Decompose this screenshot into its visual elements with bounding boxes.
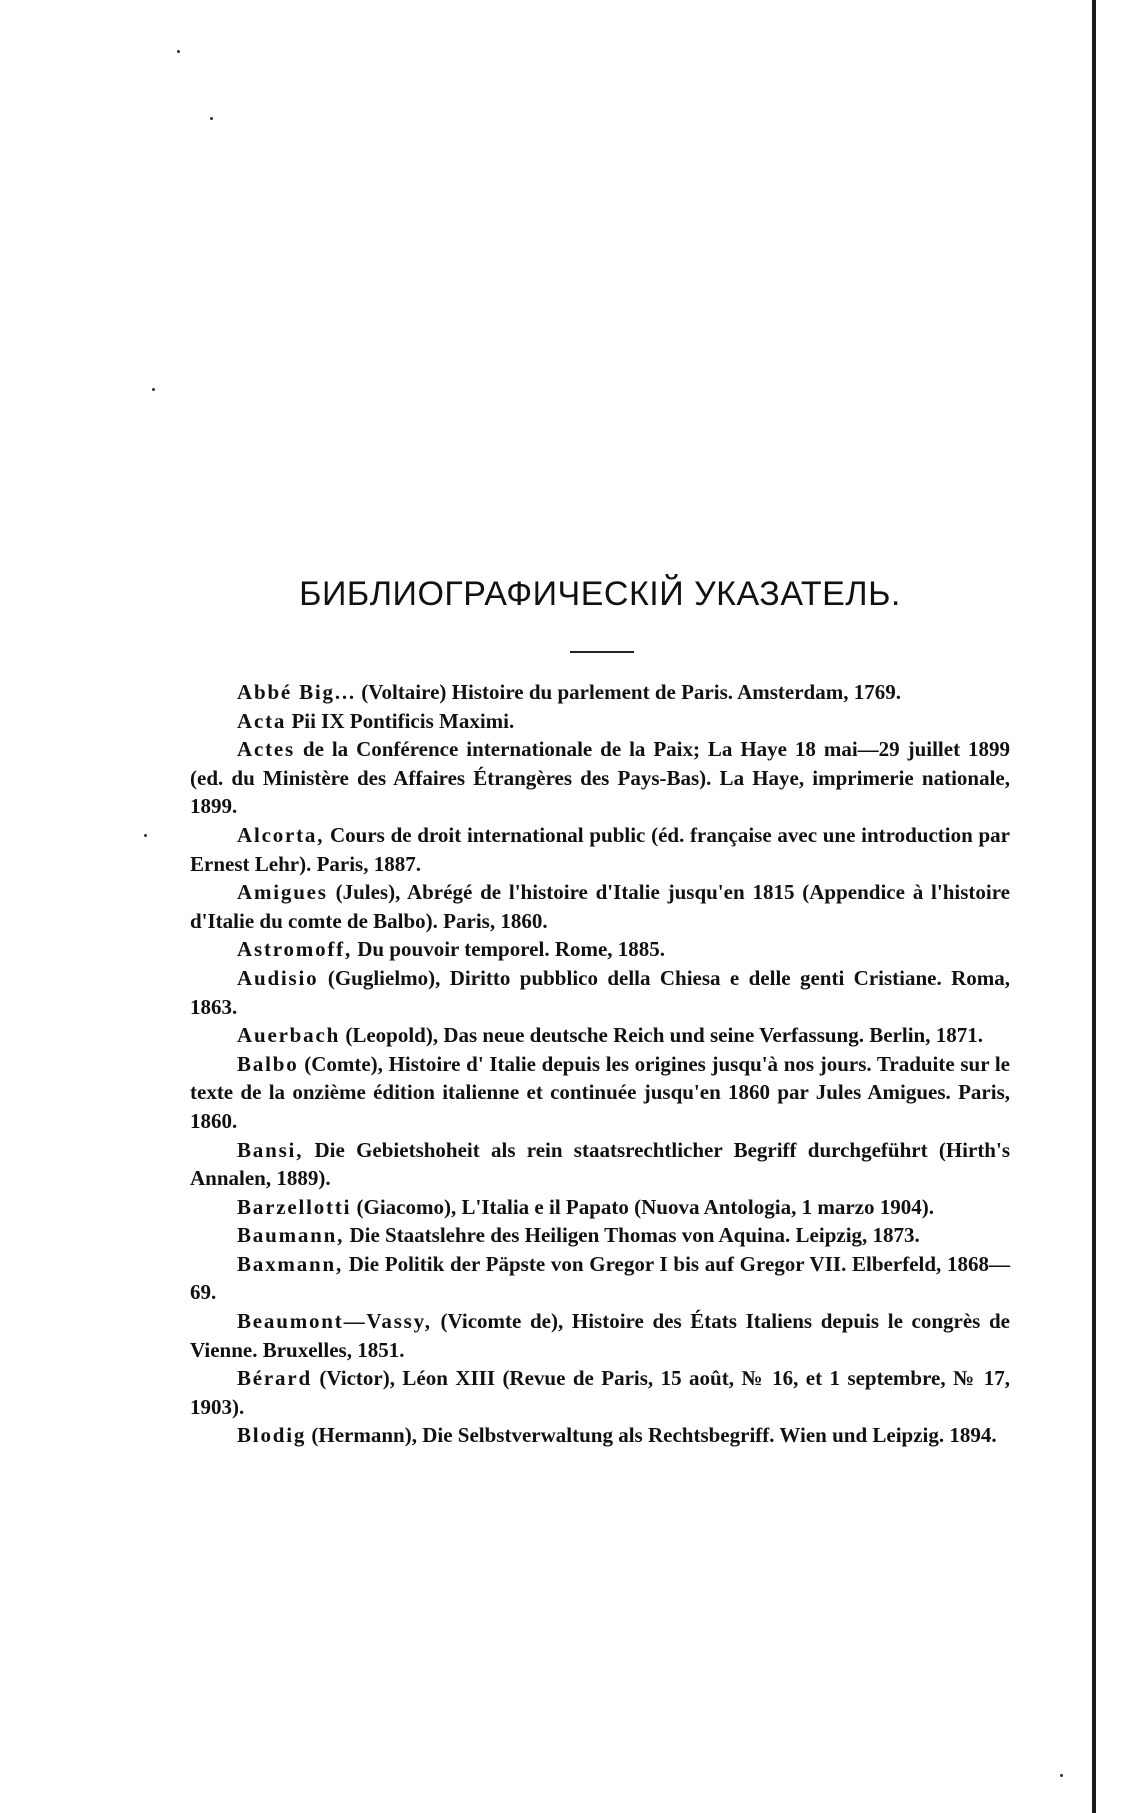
bibliography-entry	[190, 735, 1010, 821]
entry-author: Baumann,	[237, 1223, 345, 1248]
bibliography-entry	[190, 1250, 1010, 1307]
entry-text: (Jules), Abrégé de l'histoire d'Italie jusqu'en 1815 (Appendice à l'histoire d'Italie du comte de Balbo). Paris, 1860.	[190, 880, 1010, 933]
bibliography-entry	[190, 964, 1010, 1021]
entry-text: Die Gebietshoheit als rein staatsrechtlicher Begriff durchgeführt (Hirth's Annalen, 1889).	[190, 1137, 1010, 1191]
scan-speck	[152, 388, 155, 391]
bibliography-entry	[190, 1136, 1010, 1193]
entry-author: Balbo	[237, 1051, 299, 1076]
entry-author: Bérard	[237, 1366, 312, 1391]
scan-speck	[1060, 1774, 1063, 1777]
scan-speck	[144, 834, 147, 837]
bibliography-entry	[190, 878, 1010, 935]
entry-text: (Comte), Histoire d' Italie depuis les origines jusqu'à nos jours. Traduite sur le texte de la onzième édition italienne et continuée jusqu'en 1860 par Jules Amigues. Paris, 1860.	[190, 1051, 1010, 1133]
bibliography-entry	[190, 678, 1010, 707]
bibliography-entry	[190, 1307, 1010, 1364]
entry-author: Bansi,	[237, 1137, 304, 1162]
scan-speck	[177, 50, 180, 53]
entry-text: Cours de droit international public (éd. française avec une introduction par Ernest Lehr). Paris, 1887.	[190, 822, 1010, 876]
entry-text: (Voltaire) Histoire du parlement de Paris. Amsterdam, 1769.	[356, 680, 901, 704]
entry-author: Auerbach	[237, 1023, 341, 1048]
entry-text: (Vicomte de), Histoire des États Italiens depuis le congrès de Vienne. Bruxelles, 1851.	[190, 1309, 1010, 1362]
entry-text: (Giacomo), L'Italia e il Papato (Nuova Antologia, 1 marzo 1904).	[351, 1194, 934, 1219]
bibliography-entry	[190, 707, 1010, 736]
page-title: БИБЛИОГРАФИЧЕСКIЙ УКАЗАТЕЛЬ.	[299, 575, 901, 613]
entry-author: Acta	[237, 708, 287, 733]
bibliography-entry	[190, 821, 1010, 878]
entry-text: (Leopold), Das neue deutsche Reich und seine Verfassung. Berlin, 1871.	[340, 1023, 983, 1048]
title-divider	[570, 651, 634, 653]
entry-text: Pii IX Pontificis Maximi.	[286, 708, 515, 733]
bibliography-list	[190, 678, 1010, 1450]
bibliography-entry	[190, 935, 1010, 964]
entry-text: Die Staatslehre des Heiligen Thomas von Aquina. Leipzig, 1873.	[344, 1223, 920, 1248]
entry-text: (Victor), Léon XIII (Revue de Paris, 15 août, № 16, et 1 septembre, № 17, 1903).	[190, 1366, 1010, 1419]
entry-text: de la Conférence internationale de la Paix; La Haye 18 mai—29 juillet 1899 (ed. du Ministère des Affaires Étrangères des Pays-Bas). La Haye, imprimerie nationale, 1899.	[190, 737, 1010, 819]
bibliography-entry	[190, 1193, 1010, 1222]
bibliography-entry	[190, 1364, 1010, 1421]
entry-author: Blodig	[237, 1423, 307, 1448]
entry-text: (Hermann), Die Selbstverwaltung als Rechtsbegriff. Wien und Leipzig. 1894.	[306, 1423, 997, 1448]
bibliography-entry	[190, 1021, 1010, 1050]
scan-speck	[210, 117, 213, 120]
bibliography-entry	[190, 1221, 1010, 1250]
entry-author: Actes	[237, 737, 295, 762]
entry-text: Du pouvoir temporel. Rome, 1885.	[352, 937, 666, 962]
entry-text: (Guglielmo), Diritto pubblico della Chiesa e delle genti Cristiane. Roma, 1863.	[190, 965, 1010, 1019]
entry-text: Die Politik der Päpste von Gregor I bis auf Gregor VII. Elberfeld, 1868—69.	[190, 1251, 1010, 1305]
entry-author: Astromoff,	[237, 937, 353, 962]
entry-author: Baxmann,	[237, 1251, 344, 1276]
bibliography-entry	[190, 1050, 1010, 1136]
scan-edge-line	[1092, 0, 1096, 1813]
entry-author: Barzellotti	[237, 1194, 352, 1219]
entry-author: Audisio	[237, 965, 319, 990]
bibliography-entry	[190, 1421, 1010, 1450]
entry-author: Abbé Big...	[237, 680, 356, 704]
entry-author: Beaumont—Vassy,	[237, 1309, 432, 1334]
entry-author: Amigues	[237, 880, 328, 905]
entry-author: Alcorta,	[237, 822, 325, 847]
